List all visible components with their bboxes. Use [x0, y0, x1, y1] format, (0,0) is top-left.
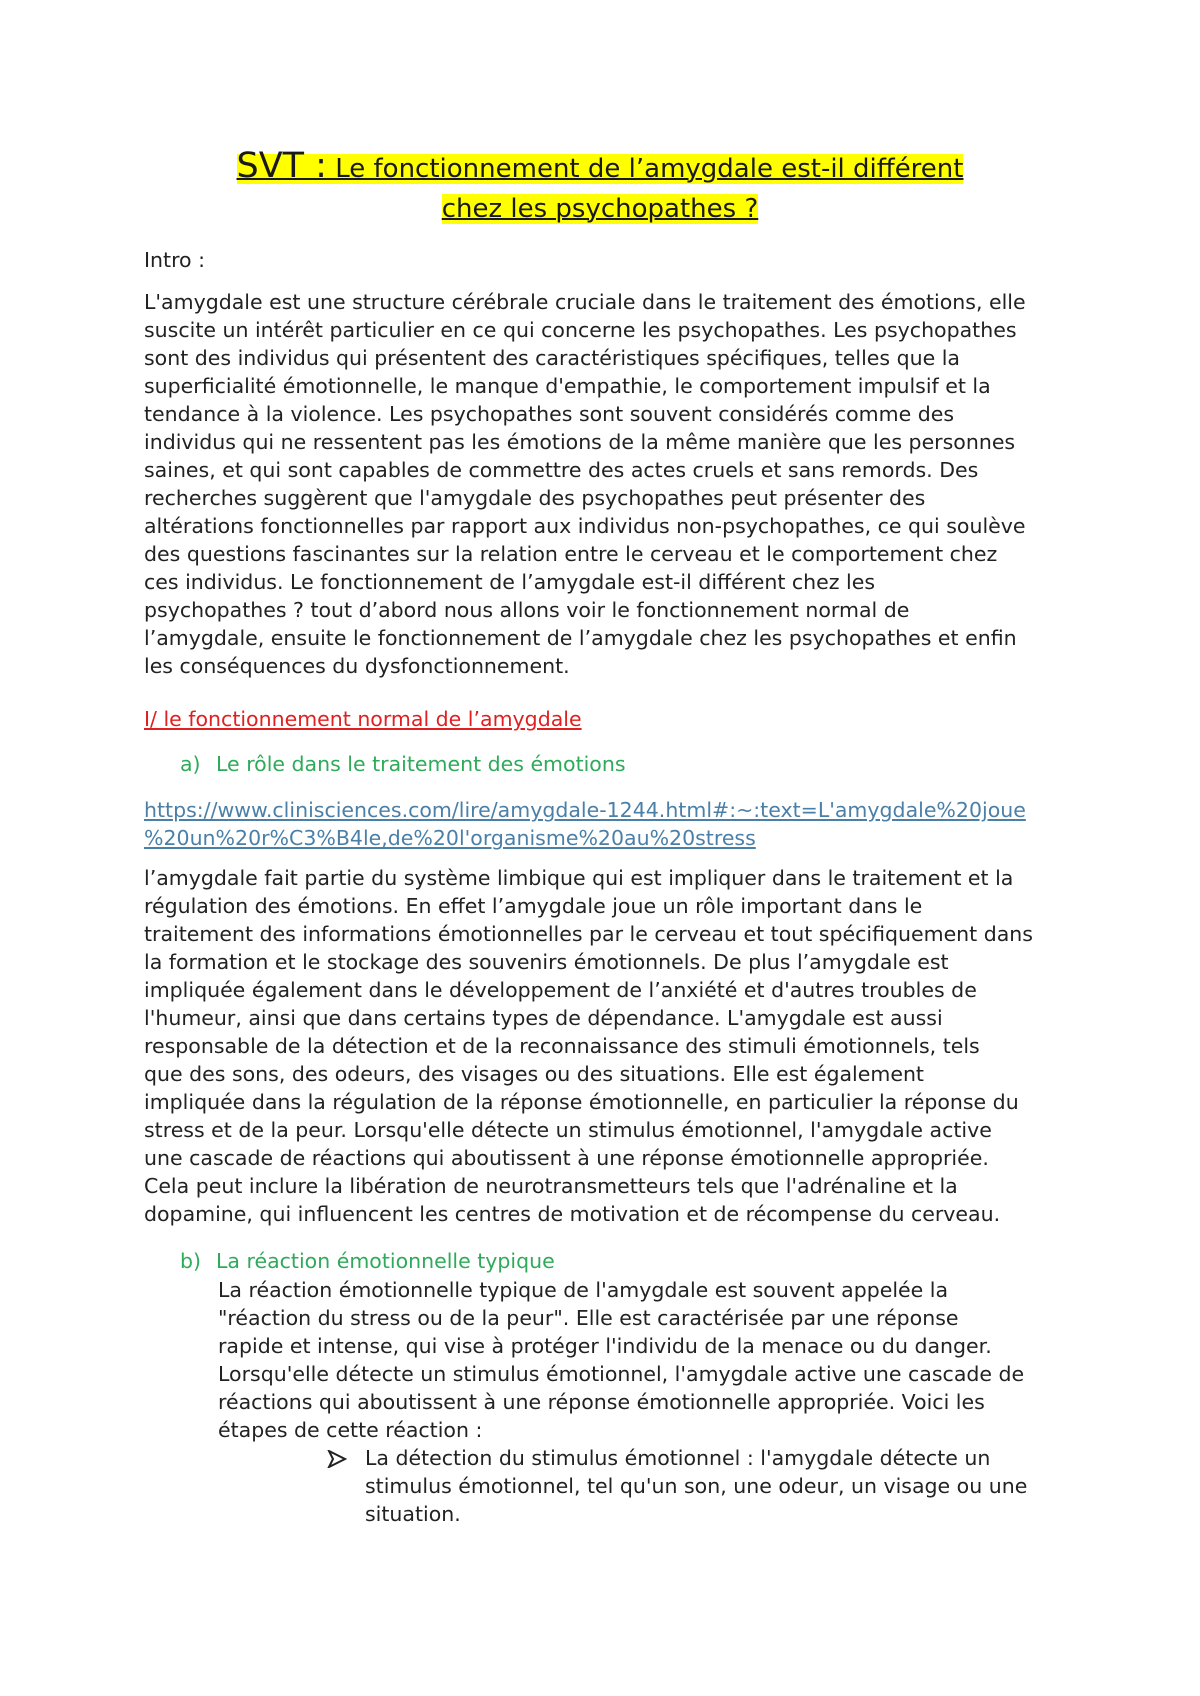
- text-line: dopamine, qui influencent les centres de motivation et de récompense du cerveau.: [144, 1202, 1001, 1226]
- arrowhead-bullet-icon: [327, 1450, 347, 1468]
- section-heading-1: I/ le fonctionnement normal de l’amygdale: [144, 707, 582, 731]
- text-line: l’amygdale, ensuite le fonctionnement de l’amygdale chez les psychopathes et enfin: [144, 626, 1017, 650]
- text-line: tendance à la violence. Les psychopathes sont souvent considérés comme des: [144, 402, 955, 426]
- text-line: les conséquences du dysfonctionnement.: [144, 654, 570, 678]
- text-line: individus qui ne ressentent pas les émotions de la même manière que les personnes: [144, 430, 1016, 454]
- text-line: superficialité émotionnelle, le manque d'empathie, le comportement impulsif et la: [144, 374, 991, 398]
- text-line: psychopathes ? tout d’abord nous allons voir le fonctionnement normal de: [144, 598, 910, 622]
- subsection-marker: a): [180, 752, 201, 776]
- text-line: ces individus. Le fonctionnement de l’amygdale est-il différent chez les: [144, 570, 876, 594]
- text-line: Lorsqu'elle détecte un stimulus émotionnel, l'amygdale active une cascade de: [218, 1362, 1025, 1386]
- text-line: stimulus émotionnel, tel qu'un son, une odeur, un visage ou une: [365, 1474, 1028, 1498]
- text-line: des questions fascinantes sur la relation entre le cerveau et le comportement chez: [144, 542, 998, 566]
- text-line: La détection du stimulus émotionnel : l'amygdale détecte un: [365, 1446, 991, 1470]
- title-line-1: Le fonctionnement de l’amygdale est-il différent: [326, 154, 964, 184]
- paragraph-b: [218, 1276, 1148, 1444]
- intro-label: Intro :: [144, 248, 206, 272]
- text-line: situation.: [365, 1502, 461, 1526]
- source-link[interactable]: [144, 796, 1026, 852]
- text-line: une cascade de réactions qui aboutissent à une réponse émotionnelle appropriée.: [144, 1146, 989, 1170]
- text-line: saines, et qui sont capables de commettre des actes cruels et sans remords. Des: [144, 458, 979, 482]
- paragraph-a: [144, 864, 1074, 1228]
- text-line: suscite un intérêt particulier en ce qui concerne les psychopathes. Les psychopathes: [144, 318, 1017, 342]
- text-line: étapes de cette réaction :: [218, 1418, 483, 1442]
- subsection-label: La réaction émotionnelle typique: [216, 1249, 555, 1273]
- intro-paragraph: [144, 288, 1074, 680]
- text-line: "réaction du stress ou de la peur". Elle est caractérisée par une réponse: [218, 1306, 959, 1330]
- text-line: recherches suggèrent que l'amygdale des psychopathes peut présenter des: [144, 486, 926, 510]
- text-line: altérations fonctionnelles par rapport aux individus non-psychopathes, ce qui soulève: [144, 514, 1026, 538]
- title-line-2: chez les psychopathes ?: [441, 194, 759, 224]
- subsection-heading-a: [180, 750, 626, 778]
- text-line: responsable de la détection et de la reconnaissance des stimuli émotionnels, tels: [144, 1034, 980, 1058]
- text-line: que des sons, des odeurs, des visages ou des situations. Elle est également: [144, 1062, 924, 1086]
- text-line: régulation des émotions. En effet l’amygdale joue un rôle important dans le: [144, 894, 923, 918]
- subsection-marker: b): [180, 1249, 202, 1273]
- text-line: La réaction émotionnelle typique de l'amygdale est souvent appelée la: [218, 1278, 949, 1302]
- text-line: la formation et le stockage des souvenirs émotionnels. De plus l’amygdale est: [144, 950, 949, 974]
- text-line: stress et de la peur. Lorsqu'elle détecte un stimulus émotionnel, l'amygdale active: [144, 1118, 992, 1142]
- text-line: L'amygdale est une structure cérébrale cruciale dans le traitement des émotions, elle: [144, 290, 1026, 314]
- subsection-label: Le rôle dans le traitement des émotions: [216, 752, 626, 776]
- text-line: traitement des informations émotionnelles par le cerveau et tout spécifiquement dans: [144, 922, 1033, 946]
- text-line: impliquée dans la régulation de la réponse émotionnelle, en particulier la réponse du: [144, 1090, 1019, 1114]
- bullet-text: [365, 1444, 1027, 1528]
- document-title: [120, 146, 1080, 229]
- text-line: réactions qui aboutissent à une réponse émotionnelle appropriée. Voici les: [218, 1390, 985, 1414]
- title-prefix: SVT :: [236, 146, 327, 186]
- text-line: Cela peut inclure la libération de neurotransmetteurs tels que l'adrénaline et la: [144, 1174, 958, 1198]
- subsection-heading-b: [180, 1247, 555, 1275]
- text-line: rapide et intense, qui vise à protéger l'individu de la menace ou du danger.: [218, 1334, 992, 1358]
- link-line: %20un%20r%C3%B4le,de%20l'organisme%20au%20stress: [144, 826, 756, 850]
- text-line: l'humeur, ainsi que dans certains types de dépendance. L'amygdale est aussi: [144, 1006, 943, 1030]
- text-line: sont des individus qui présentent des caractéristiques spécifiques, telles que la: [144, 346, 960, 370]
- text-line: impliquée également dans le développement de l’anxiété et d'autres troubles de: [144, 978, 977, 1002]
- text-line: l’amygdale fait partie du système limbique qui est impliquer dans le traitement et la: [144, 866, 1014, 890]
- link-line: https://www.clinisciences.com/lire/amygdale-1244.html#:~:text=L'amygdale%20joue: [144, 798, 1026, 822]
